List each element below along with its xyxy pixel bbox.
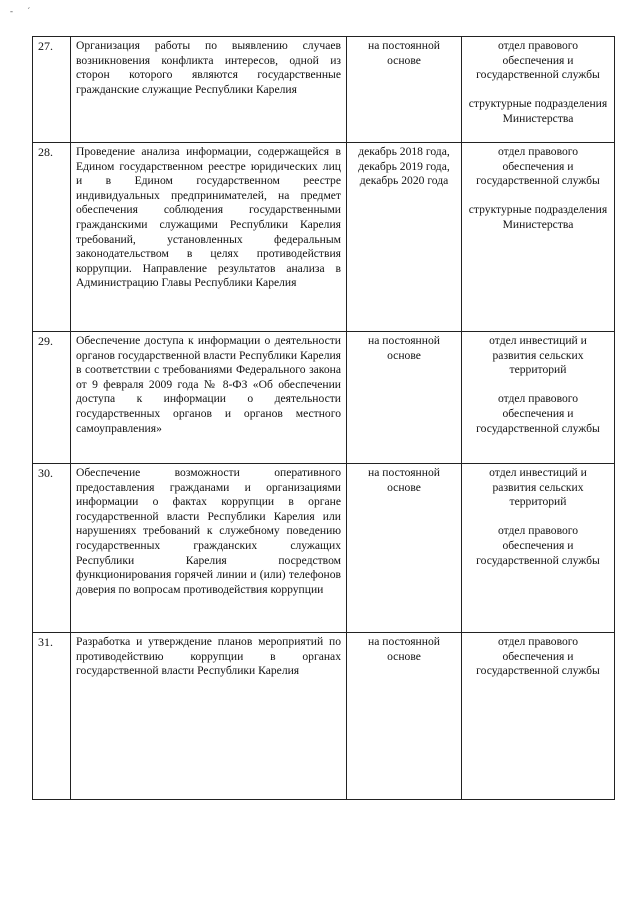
responsible-unit: отдел правового обеспечения и государственной службы [476, 392, 600, 435]
scan-marks: - ´ [10, 6, 37, 16]
table-row [33, 464, 615, 633]
measure-deadline: декабрь 2018 года, декабрь 2019 года, декабрь 2020 года [347, 143, 462, 332]
responsible-unit: отдел инвестиций и развития сельских территорий [489, 466, 587, 509]
measure-deadline: на постоянной основе [347, 37, 462, 143]
row-number: 29. [33, 332, 71, 464]
measure-description: Организация работы по выявлению случаев возникновения конфликта интересов, одной из сторон которого являются государственные гражданские служащие Республики Карелия [71, 37, 347, 143]
measure-description: Обеспечение возможности оперативного предоставления гражданами и организациями информации о фактах коррупции в органе государственной власти Республики Карелия или нарушениях требований к служебному поведению государственных гражданских служащих Республики Карелия посредством функционирования горячей линии и (или) телефонов доверия по вопросам противодействия коррупции [71, 464, 347, 633]
responsible-unit: отдел правового обеспечения и государственной службы [476, 524, 600, 567]
responsible-unit: отдел инвестиций и развития сельских территорий [489, 334, 587, 377]
measure-deadline: на постоянной основе [347, 633, 462, 800]
measure-responsible [462, 464, 615, 633]
row-number: 27. [33, 37, 71, 143]
measure-description: Проведение анализа информации, содержащейся в Едином государственном реестре юридических лиц и в Едином государственном реестре индивидуальных предпринимателей, на предмет обеспечения соблюдения государственными гражданскими служащими Республики Карелия требований, установленных федеральным законодательством в целях противодействия коррупции. Направление результатов анализа в Администрацию Главы Республики Карелия [71, 143, 347, 332]
measure-deadline: на постоянной основе [347, 464, 462, 633]
table-row [33, 633, 615, 800]
measure-responsible [462, 143, 615, 332]
measure-deadline: на постоянной основе [347, 332, 462, 464]
measure-description: Обеспечение доступа к информации о деятельности органов государственной власти Республики Карелия в соответствии с требованиями Федерального закона от 9 февраля 2009 года № 8-ФЗ «Об обеспечении доступа к информации о деятельности государственных органов и органов местного самоуправления» [71, 332, 347, 464]
row-number: 30. [33, 464, 71, 633]
measure-responsible [462, 633, 615, 800]
row-number: 31. [33, 633, 71, 800]
responsible-unit: структурные подразделения Министерства [468, 203, 608, 231]
table-row [33, 37, 615, 143]
row-number: 28. [33, 143, 71, 332]
responsible-unit: отдел правового обеспечения и государственной службы [476, 635, 600, 678]
measure-responsible [462, 37, 615, 143]
responsible-unit: структурные подразделения Министерства [468, 97, 608, 125]
measure-description: Разработка и утверждение планов мероприятий по противодействию коррупции в органах государственной власти Республики Карелия [71, 633, 347, 800]
table-row [33, 332, 615, 464]
responsible-unit: отдел правового обеспечения и государственной службы [476, 145, 600, 188]
responsible-unit: отдел правового обеспечения и государственной службы [476, 39, 600, 82]
measures-table [32, 36, 615, 800]
measure-responsible [462, 332, 615, 464]
table-row [33, 143, 615, 332]
